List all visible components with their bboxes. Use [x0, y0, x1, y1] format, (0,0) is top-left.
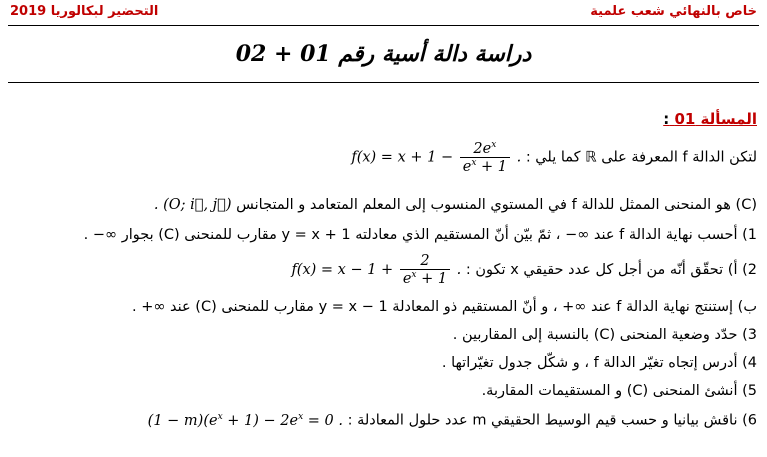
question-4	[442, 355, 757, 371]
function-formula: f(x) = x + 1 − $\frac{2e^x}{e^x + 1}$ .	[351, 140, 522, 175]
title-divider	[8, 82, 759, 83]
frame-notation: . (O; i⃗, j⃗)	[153, 197, 232, 213]
header-right: خاص بالنهائي شعب علمية	[590, 4, 757, 19]
question-5	[482, 383, 757, 399]
problem-colon: :	[663, 110, 670, 128]
line-3-text: 2) أ) تحقّق أنّه من أجل كل عدد حقيقي x تكون :	[465, 261, 757, 278]
line-1-text: (C) هو المنحنى الممثل للدالة f في المستوي المنسوب إلى المعلم المتعامد و المتجانس	[236, 197, 757, 213]
header-left: التحضير لبكالوريا 2019	[10, 4, 159, 19]
header-divider	[8, 25, 759, 26]
problem-label: المسألة 01	[674, 110, 757, 128]
question-2a	[291, 253, 757, 287]
problem-heading	[663, 110, 757, 128]
line-4-text: ب) إستنتج نهاية الدالة f عند ∞+ ، و أنّ المستقيم ذو المعادلة y = x − 1 مقارب للمنحنى (C) عند ∞+ .	[132, 299, 757, 315]
question-6	[148, 412, 757, 429]
question-2b	[132, 299, 757, 315]
question-3	[453, 327, 757, 343]
page-title: دراسة دالة أسية رقم 01 + 02	[235, 41, 532, 67]
line-6-text: 4) أدرس إتجاه تغيّر الدالة f ، و شكّل جدول تغيّراتها .	[441, 355, 757, 371]
line-5-text: 3) حدّد وضعية المنحنى (C) بالنسبة إلى المقاربين .	[452, 327, 757, 343]
parametric-equation: $(1 - m)(e^x + 1) - 2e^x = 0$ .	[147, 412, 343, 429]
line-2-text: 1) أحسب نهاية الدالة f عند ∞− ، ثمّ بيّن أنّ المستقيم الذي معادلته y = x + 1 مقارب للمنحنى (C) بجوار ∞− .	[83, 227, 757, 243]
curve-definition-line	[154, 197, 757, 213]
definition-line	[351, 140, 757, 175]
line-8-text: 6) ناقش بيانيا و حسب قيم الوسيط الحقيقي m عدد حلول المعادلة :	[347, 412, 757, 429]
rewritten-formula: f(x) = x − 1 + $\frac{2}{e^x + 1}$ .	[291, 253, 462, 287]
line-7-text: 5) أنشئ المنحنى (C) و المستقيمات المقاربة.	[481, 383, 757, 399]
line-0-text: لتكن الدالة f المعرفة على ℝ كما يلي :	[525, 149, 757, 166]
question-1	[84, 227, 757, 243]
